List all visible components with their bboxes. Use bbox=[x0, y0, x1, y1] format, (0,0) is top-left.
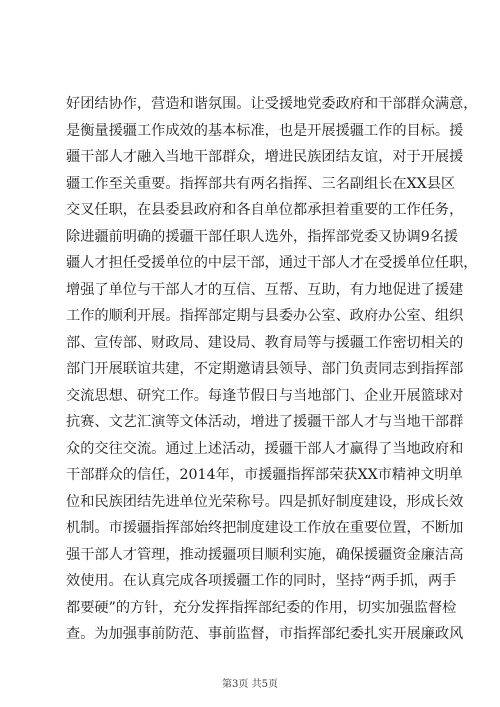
text-line: 机制。市援疆指挥部始终把制度建设工作放在重要位置，不断加 bbox=[66, 520, 464, 536]
text-line: 交流思想、研究工作。每逢节假日与当地部门、企业开展篮球对 bbox=[66, 387, 464, 404]
text-line: 疆人才担任受援单位的中层干部，通过干部人才在受援单位任职， bbox=[66, 255, 478, 271]
text-line: 查。为加强事前防范、事前监督，市指挥部纪委扎实开展廉政风 bbox=[66, 626, 464, 642]
text-line: 疆干部人才融入当地干部群众，增进民族团结友谊，对于开展援 bbox=[66, 149, 464, 165]
text-line: 位和民族团结先进单位光荣称号。四是抓好制度建设，形成长效 bbox=[66, 493, 464, 510]
text-line: 是衡量援疆工作成效的基本标准，也是开展援疆工作的目标。援 bbox=[66, 122, 464, 139]
page-number-footer: 第3页 共5页 bbox=[222, 679, 278, 690]
text-line: 效使用。在认真完成各项援疆工作的同时，坚持“两手抓，两手 bbox=[66, 573, 457, 589]
text-line: 工作的顺利开展。指挥部定期与县委办公室、政府办公室、组织 bbox=[66, 308, 464, 324]
text-line: 部、宣传部、财政局、建设局、教育局等与援疆工作密切相关的 bbox=[66, 334, 464, 351]
text-line: 除进疆前明确的援疆干部任职人选外，指挥部党委又协调9名援 bbox=[66, 228, 459, 245]
text-line: 都要硬”的方针，充分发挥指挥部纪委的作用，切实加强监督检 bbox=[66, 599, 457, 616]
body-paragraph bbox=[66, 91, 478, 648]
text-line: 部门开展联谊共建，不定期邀请县领导、部门负责同志到指挥部 bbox=[66, 361, 464, 377]
text-line: 众的交往交流。通过上述活动，援疆干部人才赢得了当地政府和 bbox=[66, 440, 464, 457]
text-line: 强干部人才管理，推动援疆项目顺利实施，确保援疆资金廉洁高 bbox=[66, 546, 464, 563]
text-line: 交叉任职，在县委县政府和各自单位都承担着重要的工作任务， bbox=[66, 202, 464, 218]
text-line: 好团结协作，营造和谐氛围。让受援地党委政府和干部群众满意， bbox=[66, 96, 478, 112]
text-line: 抗赛、文艺汇演等文体活动，增进了援疆干部人才与当地干部群 bbox=[66, 414, 464, 430]
text-line: 干部群众的信任，2014年，市援疆指挥部荣获XX市精神文明单 bbox=[66, 467, 463, 483]
text-line: 疆工作至关重要。指挥部共有两名指挥、三名副组长在XX县区 bbox=[66, 175, 456, 192]
text-line: 增强了单位与干部人才的互信、互帮、互助，有力地促进了援建 bbox=[66, 281, 464, 298]
